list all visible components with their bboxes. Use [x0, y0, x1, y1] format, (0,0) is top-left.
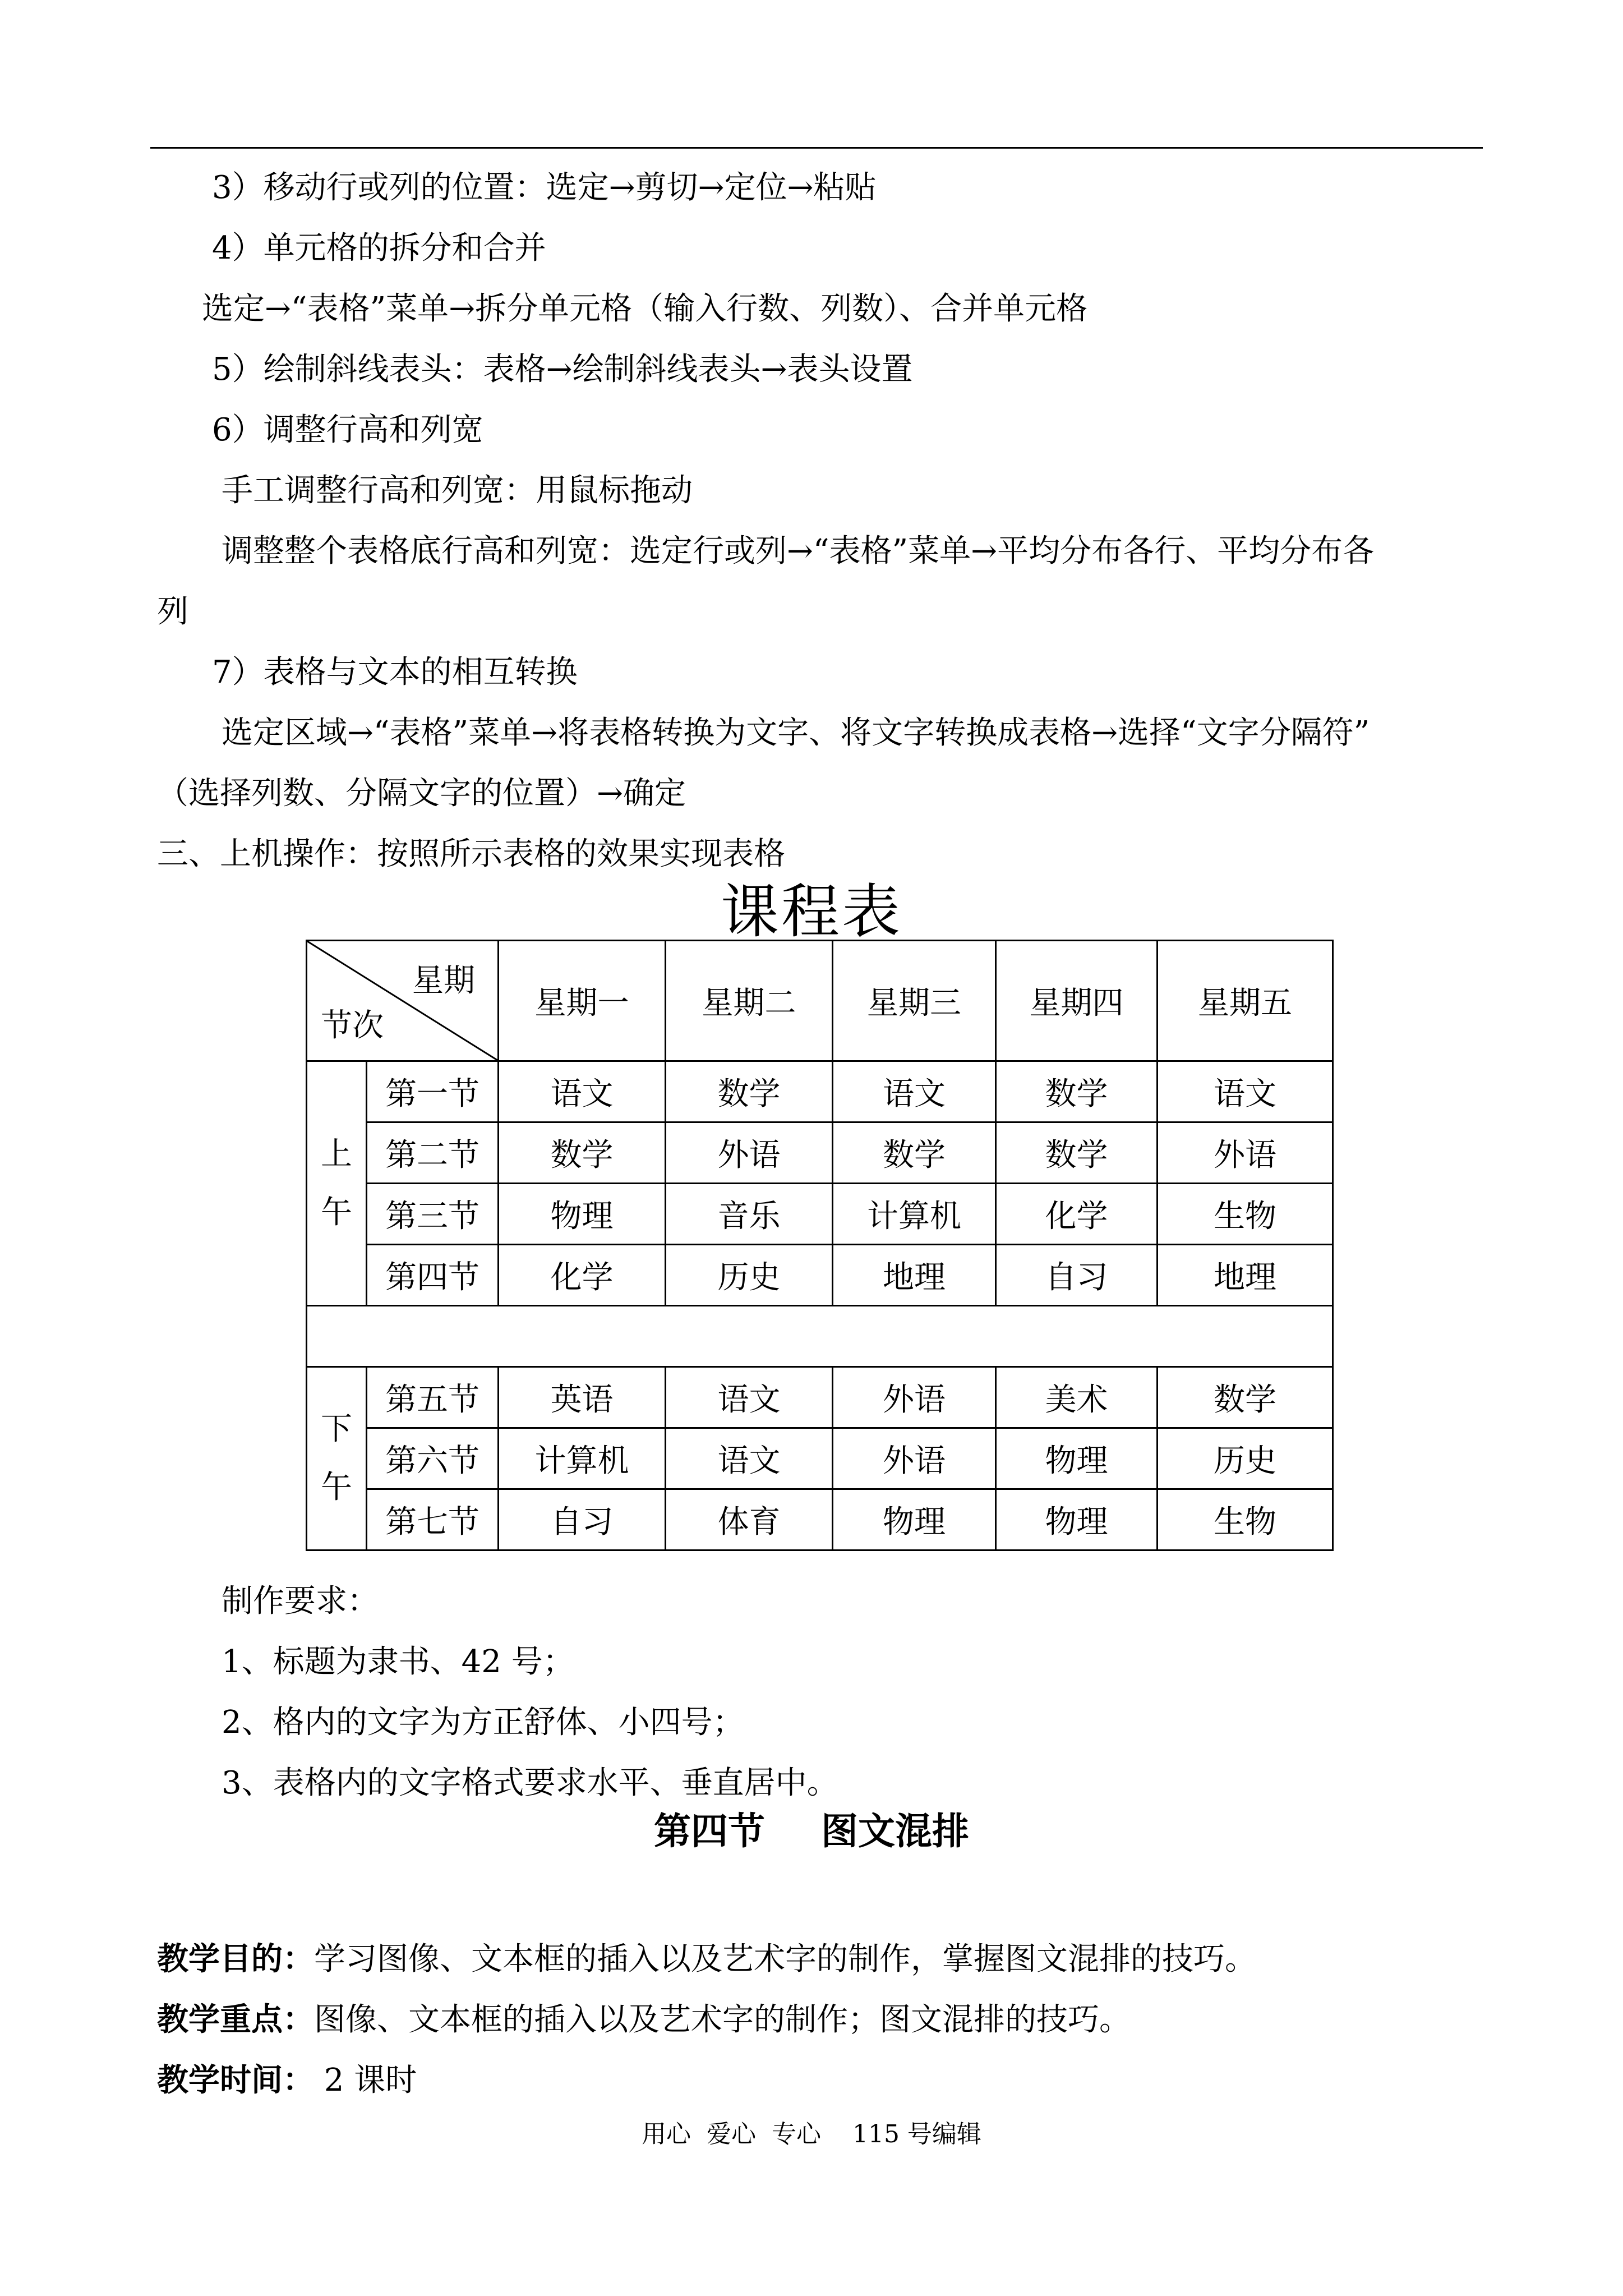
step-5: 5）绘制斜线表头：表格→绘制斜线表头→表头设置 — [212, 351, 913, 388]
step-6-even: 调整整个表格底行高和列宽：选定行或列→“表格”菜单→平均分布各行、平均分布各 — [222, 533, 1375, 569]
afternoon-label — [307, 1367, 367, 1550]
step-4: 4）单元格的拆分和合并 — [212, 230, 546, 266]
afternoon-label-char: 午 — [321, 1469, 352, 1506]
section-number: 第四节 — [654, 1810, 765, 1853]
teaching-time — [157, 2061, 417, 2100]
schedule-title: 课程表 — [720, 877, 902, 946]
step-6: 6）调整行高和列宽 — [212, 412, 483, 448]
header-rule — [150, 147, 1483, 149]
page-footer: 用心 爱心 专心 115 号编辑 — [642, 2120, 981, 2148]
morning-label-char: 午 — [321, 1194, 352, 1231]
subject-cell: 体育 — [666, 1489, 833, 1550]
subject-cell: 语文 — [833, 1061, 996, 1122]
step-4-detail: 选定→“表格”菜单→拆分单元格（输入行数、列数）、合并单元格 — [202, 291, 1088, 327]
subject-cell: 语文 — [1158, 1061, 1333, 1122]
subject-cell: 数学 — [666, 1061, 833, 1122]
meta-label: 教学重点： — [157, 2001, 314, 2038]
section-heading — [0, 1806, 1623, 1857]
day-header: 星期四 — [996, 941, 1158, 1061]
requirements-heading: 制作要求： — [222, 1583, 379, 1619]
subject-cell: 物理 — [996, 1489, 1158, 1550]
subject-cell: 外语 — [833, 1367, 996, 1428]
meta-value: 学习图像、文本框的插入以及艺术字的制作，掌握图文混排的技巧。 — [314, 1941, 1256, 1977]
diagonal-header-cell — [307, 941, 499, 1061]
subject-cell: 数学 — [833, 1122, 996, 1184]
step-6-manual: 手工调整行高和列宽：用鼠标拖动 — [222, 472, 693, 509]
subject-cell: 化学 — [996, 1184, 1158, 1245]
section-three-heading: 三、上机操作：按照所示表格的效果实现表格 — [157, 836, 785, 872]
period-cell: 第二节 — [367, 1122, 499, 1184]
subject-cell: 生物 — [1158, 1489, 1333, 1550]
subject-cell: 英语 — [499, 1367, 666, 1428]
period-cell: 第六节 — [367, 1428, 499, 1489]
meta-label: 教学时间： — [157, 2062, 314, 2099]
table-row — [307, 1184, 1333, 1245]
meta-label: 教学目的： — [157, 1941, 314, 1977]
subject-cell: 语文 — [499, 1061, 666, 1122]
table-row — [307, 1122, 1333, 1184]
day-header: 星期二 — [666, 941, 833, 1061]
subject-cell: 物理 — [833, 1489, 996, 1550]
header-row — [307, 941, 1333, 1061]
subject-cell: 数学 — [996, 1122, 1158, 1184]
teaching-goal — [157, 1940, 1256, 1979]
subject-cell: 历史 — [666, 1245, 833, 1306]
header-corner-period: 节次 — [321, 1007, 384, 1044]
subject-cell: 语文 — [666, 1428, 833, 1489]
afternoon-label-char: 下 — [321, 1411, 352, 1447]
period-cell: 第五节 — [367, 1367, 499, 1428]
meta-value: 2 课时 — [314, 2062, 417, 2099]
subject-cell: 语文 — [666, 1367, 833, 1428]
subject-cell: 自习 — [996, 1245, 1158, 1306]
period-cell: 第一节 — [367, 1061, 499, 1122]
period-cell: 第七节 — [367, 1489, 499, 1550]
schedule-table — [306, 940, 1334, 1551]
section-name: 图文混排 — [821, 1810, 969, 1853]
table-row — [307, 1245, 1333, 1306]
lunch-gap-row — [307, 1306, 1333, 1367]
morning-label — [307, 1061, 367, 1306]
requirement-item: 2、格内的文字为方正舒体、小四号； — [222, 1704, 744, 1741]
subject-cell: 数学 — [499, 1122, 666, 1184]
subject-cell: 数学 — [996, 1061, 1158, 1122]
subject-cell: 生物 — [1158, 1184, 1333, 1245]
subject-cell: 计算机 — [833, 1184, 996, 1245]
step-7-detail: 选定区域→“表格”菜单→将表格转换为文字、将文字转换成表格→选择“文字分隔符” — [222, 715, 1370, 751]
teaching-focus — [157, 2000, 1131, 2040]
subject-cell: 外语 — [833, 1428, 996, 1489]
period-cell: 第四节 — [367, 1245, 499, 1306]
subject-cell: 自习 — [499, 1489, 666, 1550]
subject-cell: 地理 — [833, 1245, 996, 1306]
table-row — [307, 1367, 1333, 1428]
day-header: 星期一 — [499, 941, 666, 1061]
table-row — [307, 1061, 1333, 1122]
subject-cell: 数学 — [1158, 1367, 1333, 1428]
meta-value: 图像、文本框的插入以及艺术字的制作；图文混排的技巧。 — [314, 2001, 1131, 2038]
step-6-even-cont: 列 — [157, 593, 188, 630]
subject-cell: 历史 — [1158, 1428, 1333, 1489]
day-header: 星期三 — [833, 941, 996, 1061]
subject-cell: 物理 — [499, 1184, 666, 1245]
subject-cell: 计算机 — [499, 1428, 666, 1489]
step-7: 7）表格与文本的相互转换 — [212, 654, 578, 691]
lunch-gap-cell — [307, 1306, 1333, 1367]
morning-label-char: 上 — [321, 1135, 352, 1172]
requirement-item: 1、标题为隶书、42 号； — [222, 1644, 574, 1680]
step-7-detail-cont: （选择列数、分隔文字的位置）→确定 — [157, 775, 686, 812]
table-row — [307, 1428, 1333, 1489]
table-row — [307, 1489, 1333, 1550]
subject-cell: 外语 — [1158, 1122, 1333, 1184]
header-corner-weekday: 星期 — [412, 963, 475, 999]
step-3: 3）移动行或列的位置：选定→剪切→定位→粘贴 — [212, 169, 877, 206]
subject-cell: 外语 — [666, 1122, 833, 1184]
day-header: 星期五 — [1158, 941, 1333, 1061]
subject-cell: 地理 — [1158, 1245, 1333, 1306]
requirement-item: 3、表格内的文字格式要求水平、垂直居中。 — [222, 1765, 838, 1801]
period-cell: 第三节 — [367, 1184, 499, 1245]
subject-cell: 音乐 — [666, 1184, 833, 1245]
subject-cell: 美术 — [996, 1367, 1158, 1428]
subject-cell: 物理 — [996, 1428, 1158, 1489]
subject-cell: 化学 — [499, 1245, 666, 1306]
